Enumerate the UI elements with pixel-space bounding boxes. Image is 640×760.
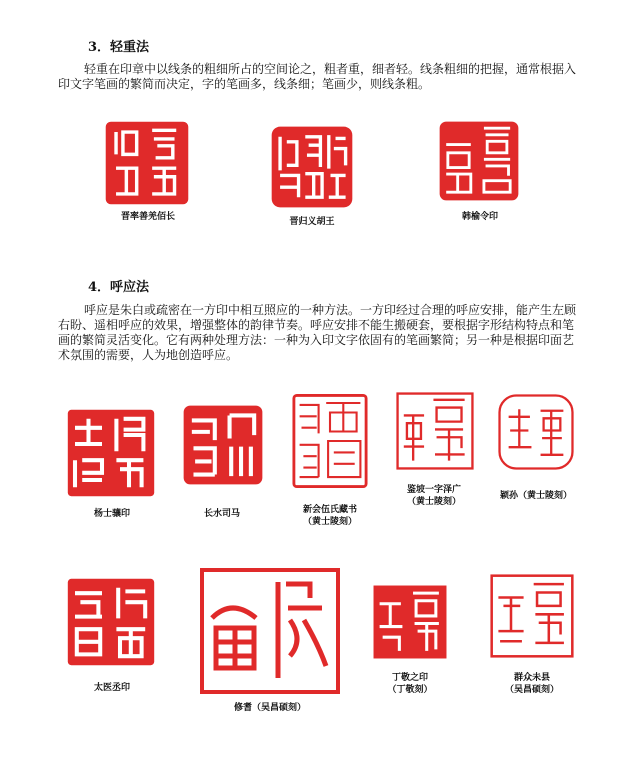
seal-caption: 韩榆令印 (461, 212, 498, 222)
seal-image (490, 574, 574, 658)
seal-caption-author: （黄士陵刻） (406, 497, 461, 507)
seal-image (292, 392, 368, 490)
seal-caption-name: 群众未县 (513, 673, 550, 683)
seal-caption: 杨士骧印 (93, 509, 130, 519)
seal-caption (280, 504, 380, 528)
seal-image (438, 118, 520, 204)
section-heading: 4．呼应法 (88, 280, 150, 295)
seal-caption-author: （黄士陵刻） (302, 517, 357, 527)
seal-image (104, 120, 190, 206)
seal-caption: 晋归义胡王 (289, 217, 335, 227)
seal-image (66, 576, 156, 668)
seal-caption: 晋率善羌佰长 (120, 212, 175, 222)
seal-image (370, 584, 450, 660)
section-heading: 3．轻重法 (88, 40, 150, 55)
seal-caption: 长水司马 (203, 509, 240, 519)
seal-image (180, 404, 266, 486)
seal-image (200, 568, 340, 694)
seal-caption-author: （吴昌硕刻） (504, 685, 559, 695)
seal-caption: 颖孙（黄士陵刻） (499, 491, 572, 501)
seal-caption: 修耆（吴昌硕刻） (233, 703, 306, 713)
seal-image (498, 394, 574, 470)
seal-image (66, 408, 156, 498)
seal-caption-author: （丁敬刻） (387, 685, 433, 695)
seal-caption (384, 484, 484, 508)
seal-caption-name: 新会伍氏藏书 (302, 505, 357, 515)
seal-image (270, 122, 354, 212)
seal-caption (360, 672, 460, 696)
seal-image (396, 390, 474, 472)
section-body: 轻重在印章中以线条的粗细所占的空间论之，粗者重，细者轻。线条粗细的把握，通常根据入印文字笔画的繁简而决定，字的笔画多，线条细；笔画少，则线条粗。 (58, 62, 577, 91)
seal-caption-name: 鉴坡一字泽广 (406, 485, 461, 495)
seal-caption: 太医丞印 (93, 683, 130, 693)
seal-caption (480, 672, 584, 696)
section-body: 呼应是朱白或疏密在一方印中相互照应的一种方法。一方印经过合理的呼应安排，能产生左顾右盼、遥相呼应的效果，增强整体的韵律节奏。呼应安排不能生搬硬套，要根据字形结构特点和笔画的繁简灵活变化。它有两种处理方法：一种为入印文字依固有的笔画繁简；另一种是根据印面艺术氛围的需要，人为地创造呼应。 (58, 303, 577, 362)
seal-caption-name: 丁敬之印 (391, 673, 428, 683)
